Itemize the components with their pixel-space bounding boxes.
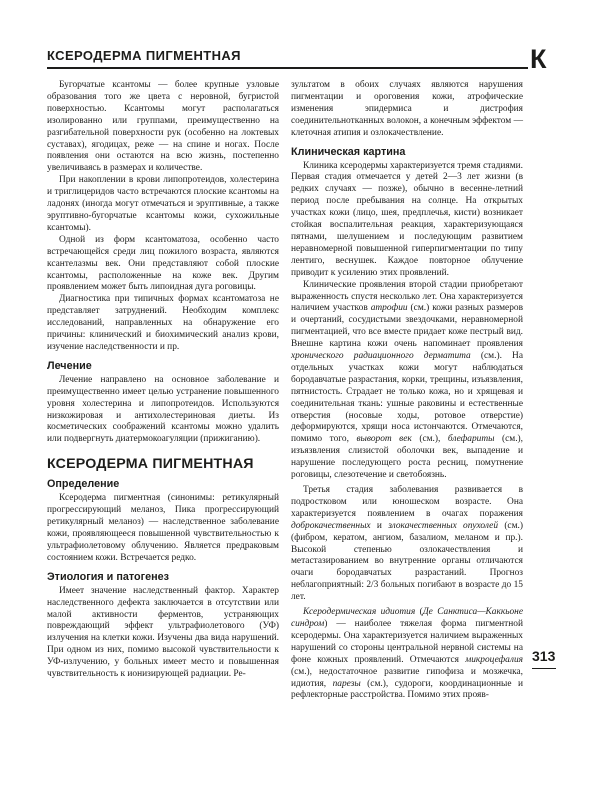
- paragraph: [291, 485, 523, 604]
- paragraph: зультатом в обоих случаях являются нарушения пигментации и ороговения кожи, атрофические изменения эпидермиса и дистрофия соединительнотканных волокон, а конечным эффектом — клеточная атипия и озлокачествление.: [291, 80, 523, 138]
- paragraph: [291, 280, 523, 482]
- text-run: (: [415, 607, 423, 618]
- cross-reference: злокачественных опухолей: [388, 520, 499, 531]
- section-heading-etiology: Этиология и патогенез: [47, 570, 169, 583]
- cross-reference: микроцефалия: [465, 654, 523, 665]
- paragraph: Одной из форм ксантоматоза, особенно часто встречающейся среди лиц пожилого возраста, являются ксантелазмы век. Они представляют собой плоские ксантомы, расположенные на коже век. Другим проявлением может быть липоидная дуга роговицы.: [47, 234, 279, 293]
- page-number: 313: [532, 648, 556, 664]
- text-run: (см.),: [411, 434, 448, 445]
- cross-reference: парезы: [332, 678, 361, 689]
- section-heading-clinical: Клиническая картина: [291, 145, 406, 158]
- text-run: (см.), изъязвления слизистой оболочки век, выпадение и нарушение последующего роста ресниц, помутнение роговицы, слезотечение и светобоязнь.: [291, 434, 523, 481]
- left-column: [47, 80, 279, 681]
- text-run: Третья стадия заболевания развивается в подростковом или юношеском возрасте. Она характеризуется появлением в очагах поражения: [291, 485, 523, 519]
- cross-reference: выворот век: [356, 434, 412, 445]
- cross-reference: хронического радиационного дерматита: [291, 351, 471, 362]
- section-heading-treatment: Лечение: [47, 359, 92, 372]
- cross-reference: доброкачественных: [291, 520, 371, 531]
- text-run: (см.) кожи разных размеров и очертаний, сосудистыми звездочками, неравномерной пигментацией, что все вместе придает коже пестрый вид. Внешне картина кожи очень напоминает проявления: [291, 303, 524, 350]
- article-title: КСЕРОДЕРМА ПИГМЕНТНАЯ: [47, 456, 254, 473]
- paragraph: [291, 607, 523, 702]
- thumb-index-letter: К: [530, 44, 547, 74]
- cross-reference: блефариты: [447, 434, 495, 445]
- paragraph: Бугорчатые ксантомы — более крупные узловые образования того же цвета с неровной, бугристой поверхностью. Ксантомы могут располагаться изолированно или группами, преимущественно на разгибательной поверхности рук (особенно на локтевых суставах), ягодицах, реже — на спине и ногах. После появления они остаются на всю жизнь, постепенно увеличиваясь в размерах и количестве.: [47, 80, 279, 174]
- term: Де Санктиса—Каккьоне синдром: [291, 607, 523, 629]
- text-run: (см.) (фибром, кератом, ангиом, базалиом, меланом и пр.). Высокой степенью озлокачествления и метастазированием во внутренние органы отличаются очаги бородавчатых разрастаний. Прогноз неблагоприятный: 2/3 больных погибают в возрасте до 15 лет.: [291, 520, 523, 603]
- paragraph: Диагностика при типичных формах ксантоматоза не представляет затруднений. Необходим комплекс исследований, направленных на обнаружение его причины: клинический и биохимический анализ крови, изучение наследственности и пр.: [47, 294, 279, 352]
- right-column: [291, 80, 523, 702]
- paragraph: Лечение направлено на основное заболевание и преимущественно имеет целью устранение повышенного уровня холестерина и липопротеидов. Используются низкожировая и антихолестериновая диеты. Из косметических соображений ксантомы можно удалить или подвергнуть диатермокоагуляции (прижиганию).: [47, 374, 279, 445]
- text-run: (см.). На отдельных участках кожи могут наблюдаться бородавчатые разрастания, корки, трещины, изъязвления, пятнистость. Страдает не только кожа, но и хрящевая и соединительная ткань: ушные раковины и естественные отверстия (носовые ходы, ротовое отверстие) деформируются, хрящи носа истончаются. Отмечаются, помимо того,: [291, 351, 523, 445]
- page-number-rule: [532, 668, 556, 669]
- term: Ксеродермическая идиотия: [303, 607, 416, 618]
- paragraph: Ксеродерма пигментная (синонимы: ретикулярный прогрессирующий меланоз, Пика прогрессирующий ретикулярный меланоз) — наследственное заболевание кожи, проявляющееся повышенной чувствительностью к ультрафиолетовому облучению. Является предраковым состоянием кожи. Встречается редко.: [47, 493, 279, 563]
- text-run: ) — наиболее тяжелая форма пигментной ксеродермы. Она характеризуется наличием выраженных нарушений со стороны центральной нервной системы на фоне кожных проявлений. Отмечаются: [291, 618, 523, 665]
- text-run: Клинические проявления второй стадии приобретают выраженность спустя несколько лет. Она характеризуется наличием участков: [291, 279, 523, 314]
- text-run: (см.), судороги, координационные и рефлекторные расстройства. Помимо этих прояв-: [291, 678, 523, 701]
- paragraph: Имеет значение наследственный фактор. Характер наследственного дефекта заключается в отсутствии или малой активности ферментов, устраняющих повреждающий эффект ультрафиолетового (УФ) излучения на клетки кожи. Изучены два вида нарушений. При одном из них, помимо высокой чувствительности к УФ-излучению, у больных имеет место и повышенная чувствительность к ионизирующей радиации. Ре-: [47, 585, 279, 680]
- text-run: и: [370, 520, 389, 531]
- running-header-title: КСЕРОДЕРМА ПИГМЕНТНАЯ: [47, 48, 241, 63]
- paragraph: При накоплении в крови липопротеидов, холестерина и триглицеридов часто встречаются плоские ксантомы на ладонях (иногда могут отмечаться и эруптивные, а также эруптивно-бугорчатые ксантомы кожи, сухожильные ксантомы).: [47, 175, 279, 233]
- cross-reference: атрофии: [370, 303, 408, 314]
- paragraph: Клиника ксеродермы характеризуется тремя стадиями. Первая стадия отмечается у детей 2—3 лет жизни (в редких случаях — позже), обычно в весенне-летний период после пребывания на солнце. На открытых участках кожи (лицо, шея, предплечья, кисти) возникает стойкая воспалительная реакция, характеризующаяся пятнами, шелушением и последующим развитием неравномерной повышенной гиперпигментации по типу лентиго, веснушек. Каждое повторное облучение приводит к усилению этих проявлений.: [291, 160, 523, 278]
- section-heading-definition: Определение: [47, 478, 120, 491]
- header-rule: [47, 67, 528, 69]
- text-run: (см.), недостаточное развитие гипофиза и мозжечка, идиотия,: [291, 666, 523, 689]
